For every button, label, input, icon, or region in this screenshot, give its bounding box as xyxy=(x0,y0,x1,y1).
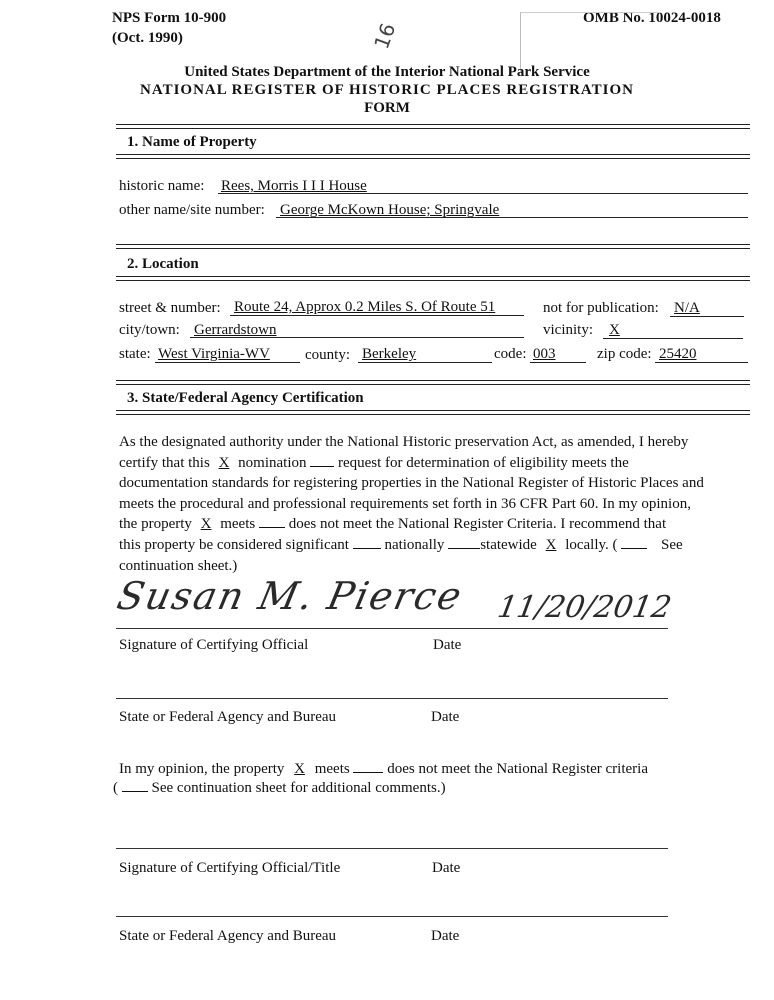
section-rule xyxy=(116,380,750,381)
statewide-checkbox-blank[interactable] xyxy=(448,536,480,549)
omb-number: OMB No. 10024-0018 xyxy=(583,10,721,26)
cert-line-5b: meets xyxy=(220,516,256,533)
historic-name-value[interactable]: Rees, Morris I I I House xyxy=(221,178,367,194)
section-rule xyxy=(116,154,750,155)
cert-line-5c: does not meet the National Register Criteria. I recommend that xyxy=(288,516,667,533)
section-rule xyxy=(116,414,750,415)
signature2-label: Signature of Certifying Official/Title xyxy=(119,860,341,876)
not-for-publication-value[interactable]: N/A xyxy=(674,300,700,316)
opinion-line-2 xyxy=(113,779,446,797)
county-label: county: xyxy=(305,347,350,363)
historic-name-line xyxy=(218,193,748,194)
cert-line-3: documentation standards for registering properties in the National Register of Historic Places and xyxy=(119,475,704,492)
cert-line-6d: locally. ( xyxy=(565,536,618,553)
cert-line-5a: the property xyxy=(119,516,192,533)
signature-label: Signature of Certifying Official xyxy=(119,637,309,653)
section2-heading: 2. Location xyxy=(127,256,199,272)
meets-checkbox-mark[interactable]: X xyxy=(200,516,212,533)
section-rule xyxy=(116,248,750,249)
handwritten-stamp-number: 16 xyxy=(369,19,401,53)
request-checkbox-blank[interactable] xyxy=(310,454,334,467)
county-value[interactable]: Berkeley xyxy=(362,346,417,362)
county-line xyxy=(358,362,492,363)
section-rule xyxy=(116,128,750,129)
cert-line-2b: nomination xyxy=(238,454,307,471)
city-value[interactable]: Gerrardstown xyxy=(194,322,277,338)
other-name-line xyxy=(276,217,748,218)
opinion-line xyxy=(119,760,648,778)
section-rule xyxy=(116,244,750,245)
street-line xyxy=(230,315,524,316)
opinion-meets-mark[interactable]: X xyxy=(294,761,305,777)
section-rule xyxy=(116,280,750,281)
cert-line-6e: See xyxy=(661,536,683,553)
city-line xyxy=(190,337,524,338)
signature2-line xyxy=(116,848,668,849)
section-rule xyxy=(116,158,750,159)
vicinity-label: vicinity: xyxy=(543,322,593,338)
signature-line xyxy=(116,628,668,629)
opinion-d: ( xyxy=(113,780,118,796)
opinion-does-not-meet-blank[interactable] xyxy=(353,760,383,773)
opinion-a: In my opinion, the property xyxy=(119,761,285,777)
street-value[interactable]: Route 24, Approx 0.2 Miles S. Of Route 51 xyxy=(234,299,496,315)
agency2-label: State or Federal Agency and Bureau xyxy=(119,928,337,944)
state-line xyxy=(155,362,300,363)
code-value[interactable]: 003 xyxy=(533,346,556,362)
cert-line-7: continuation sheet.) xyxy=(119,557,238,574)
cert-line-1: As the designated authority under the National Historic preservation Act, as amended, I hereby xyxy=(119,434,689,450)
cert-line-6a: this property be considered significant xyxy=(119,536,349,553)
form-title: NATIONAL REGISTER OF HISTORIC PLACES REGISTRATION xyxy=(140,82,634,98)
department-title: United States Department of the Interior National Park Service xyxy=(184,64,590,80)
section1-heading: 1. Name of Property xyxy=(127,134,257,150)
code-label: code: xyxy=(494,346,527,362)
nomination-checkbox-mark[interactable]: X xyxy=(218,454,230,471)
cert-line-6 xyxy=(119,535,739,556)
does-not-meet-checkbox-blank[interactable] xyxy=(259,515,285,528)
opinion-continuation-blank[interactable] xyxy=(122,779,148,792)
section-rule xyxy=(116,384,750,385)
form-date: (Oct. 1990) xyxy=(112,30,183,46)
historic-name-label: historic name: xyxy=(119,178,205,194)
state-value[interactable]: West Virginia-WV xyxy=(158,346,270,362)
section-rule xyxy=(116,124,750,125)
agency-label: State or Federal Agency and Bureau xyxy=(119,709,337,725)
zip-value[interactable]: 25420 xyxy=(659,346,697,362)
cert-line-5 xyxy=(119,514,739,535)
form-number: NPS Form 10-900 xyxy=(112,10,227,26)
zip-line xyxy=(655,362,748,363)
cert-line-2a: certify that this xyxy=(119,454,210,471)
section-rule xyxy=(116,276,750,277)
cert-line-6c: statewide xyxy=(480,536,537,553)
not-for-publication-label: not for publication: xyxy=(543,300,659,316)
locally-checkbox-mark[interactable]: X xyxy=(545,536,557,553)
opinion-e: See continuation sheet for additional comments.) xyxy=(151,780,446,796)
section3-heading: 3. State/Federal Agency Certification xyxy=(127,390,364,406)
vicinity-value[interactable]: X xyxy=(609,322,620,338)
zip-label: zip code: xyxy=(597,346,652,362)
cert-line-2c: request for determination of eligibility meets the xyxy=(337,454,629,471)
opinion-b: meets xyxy=(314,761,350,777)
agency-date-label: Date xyxy=(431,709,460,725)
other-name-value[interactable]: George McKown House; Springvale xyxy=(280,202,500,218)
state-label: state: xyxy=(119,346,151,362)
handwritten-signature: Susan M. Pierce xyxy=(113,574,468,618)
other-name-label: other name/site number: xyxy=(119,202,265,218)
cert-line-6b: nationally xyxy=(384,536,445,553)
signature2-date-label: Date xyxy=(432,860,461,876)
city-label: city/town: xyxy=(119,322,180,338)
certification-paragraph xyxy=(119,432,739,576)
opinion-c: does not meet the National Register criteria xyxy=(387,761,648,777)
signature-date-label: Date xyxy=(433,637,462,653)
not-for-publication-line xyxy=(670,316,744,317)
street-label: street & number: xyxy=(119,300,221,316)
cert-line-2 xyxy=(119,453,739,474)
continuation-checkbox-blank[interactable] xyxy=(621,536,647,549)
form-title-line2: FORM xyxy=(364,100,410,116)
cert-line-4: meets the procedural and professional requirements set forth in 36 CFR Part 60. In my opinion, xyxy=(119,495,691,512)
agency-line xyxy=(116,698,668,699)
nationally-checkbox-blank[interactable] xyxy=(353,536,381,549)
section-rule xyxy=(116,410,750,411)
handwritten-date: 11/20/2012 xyxy=(494,590,675,625)
agency2-line xyxy=(116,916,668,917)
agency2-date-label: Date xyxy=(431,928,460,944)
code-line xyxy=(530,362,586,363)
vicinity-line xyxy=(603,338,743,339)
